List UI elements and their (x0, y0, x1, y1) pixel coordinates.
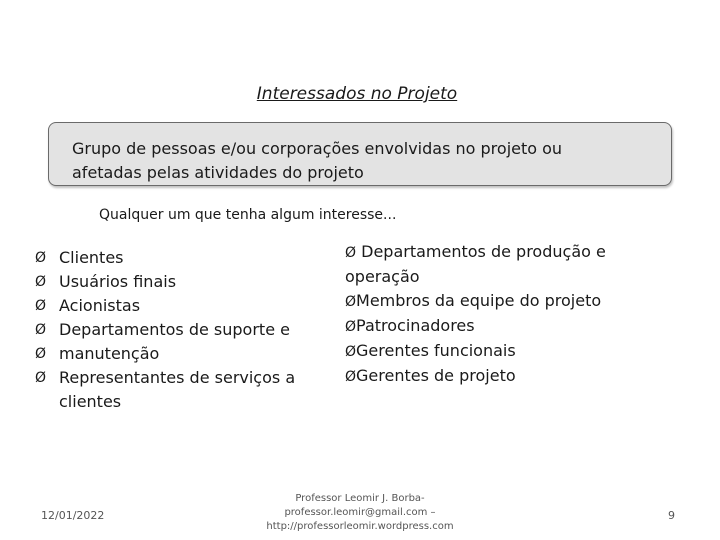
footer-author-url: http://professorleomir.wordpress.com (266, 521, 454, 532)
list-item-label: Departamentos de produção e (361, 242, 606, 261)
list-item-label: Gerentes funcionais (356, 341, 516, 360)
list-item-label: Gerentes de projeto (356, 366, 516, 385)
arrow-bullet-icon: Ø (35, 298, 47, 314)
arrow-bullet-icon: Ø (35, 322, 47, 338)
list-item-label: Clientes (59, 248, 124, 267)
list-item (345, 339, 606, 364)
list-item (345, 289, 606, 314)
stakeholder-list-left (35, 246, 295, 414)
list-item-label: operação (345, 267, 420, 286)
footer-author-name: Professor Leomir J. Borba- (295, 493, 425, 504)
list-item-label: Departamentos de suporte e (59, 320, 290, 339)
arrow-bullet-icon: Ø (345, 294, 357, 310)
list-item (345, 240, 606, 265)
list-item-label: Usuários finais (59, 272, 177, 291)
list-item (345, 364, 606, 389)
list-item (35, 318, 295, 342)
intro-text: Qualquer um que tenha algum interesse... (99, 207, 397, 223)
list-item (35, 342, 295, 366)
list-item-label: clientes (59, 392, 122, 411)
list-item (35, 246, 295, 270)
arrow-bullet-icon: Ø (35, 346, 47, 362)
list-item (35, 270, 295, 294)
definition-box (48, 122, 672, 186)
list-item (35, 294, 295, 318)
list-item-label: Membros da equipe do projeto (356, 291, 602, 310)
slide-title: Interessados no Projeto (256, 84, 458, 104)
list-item-label: Patrocinadores (356, 316, 475, 335)
list-item-label: Representantes de serviços a (59, 368, 296, 387)
footer-date: 12/01/2022 (41, 509, 105, 522)
list-item (35, 366, 295, 390)
arrow-bullet-icon: Ø (35, 370, 47, 386)
list-item (345, 265, 606, 289)
footer-author (220, 492, 500, 534)
arrow-bullet-icon: Ø (35, 274, 47, 290)
list-item (345, 314, 606, 339)
arrow-bullet-icon: Ø (345, 369, 357, 385)
definition-line-1: Grupo de pessoas e/ou corporações envolvidas no projeto ou (72, 139, 563, 158)
footer-author-email: professor.leomir@gmail.com – (284, 507, 436, 518)
arrow-bullet-icon: Ø (345, 319, 357, 335)
list-item-label: Acionistas (59, 296, 141, 315)
arrow-bullet-icon: Ø (345, 344, 357, 360)
list-item-label: manutenção (59, 344, 160, 363)
list-item-continuation (35, 390, 295, 414)
arrow-bullet-icon: Ø (345, 245, 357, 261)
arrow-bullet-icon: Ø (35, 250, 47, 266)
definition-line-2: afetadas pelas atividades do projeto (72, 163, 364, 182)
page-number: 9 (668, 509, 675, 522)
stakeholder-list-right (345, 240, 606, 389)
